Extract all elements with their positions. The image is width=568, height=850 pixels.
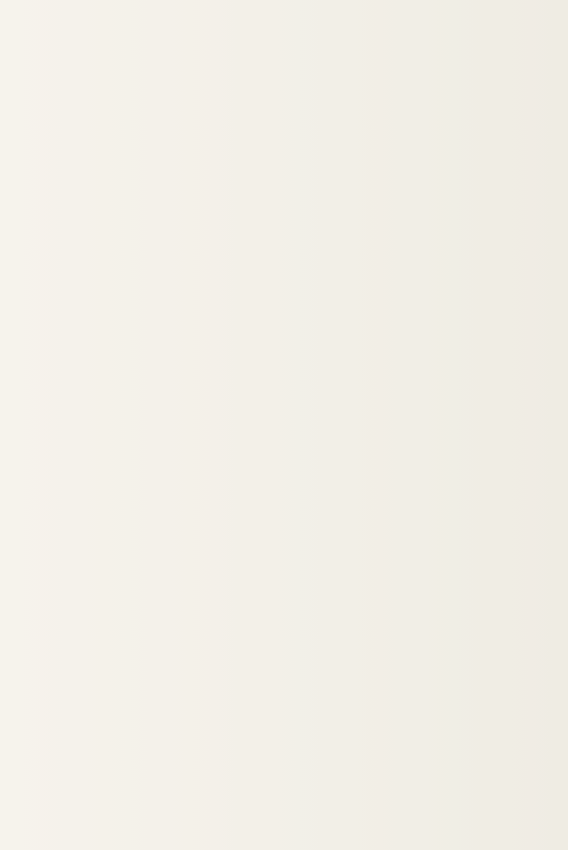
crossword-1-lines [27,24,305,334]
crossword-grid-2 [40,658,174,792]
crossword-2-lines [40,658,174,792]
crossword-1-clues [314,20,560,33]
crossword-grid-1 [27,24,305,334]
